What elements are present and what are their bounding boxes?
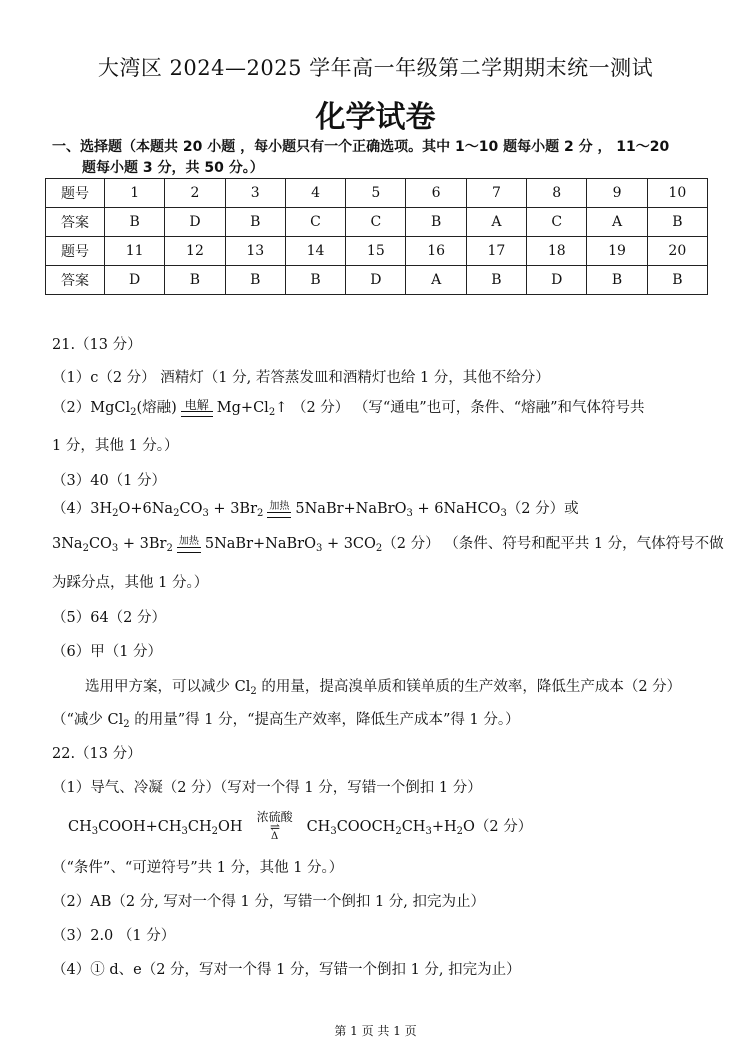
answer-cell: A bbox=[406, 266, 466, 295]
question-number-row bbox=[46, 237, 708, 266]
question-number-cell: 18 bbox=[527, 237, 587, 266]
q22-part-1: （1）导气、冷凝（2 分）（写对一个得 1 分，写错一个倒扣 1 分） bbox=[52, 780, 482, 796]
q21-p6-note-b: 的用量”得 1 分，“提高生产效率，降低生产成本”得 1 分。） bbox=[129, 712, 520, 728]
answer-cell: D bbox=[105, 266, 165, 295]
q22-eq-condition bbox=[247, 812, 303, 842]
question-number-cell: 1 bbox=[105, 179, 165, 208]
q22-eq-b: COOH+CH bbox=[98, 819, 182, 835]
q22-eq-i: O（2 分） bbox=[462, 819, 533, 835]
question-number-cell: 7 bbox=[466, 179, 526, 208]
q21-part-6: （6）甲（1 分） bbox=[52, 644, 163, 660]
answer-cell: B bbox=[466, 266, 526, 295]
q21-p2-continued: 1 分，其他 1 分。） bbox=[52, 438, 179, 454]
answer-table bbox=[45, 178, 708, 295]
q21-p4b-b: CO bbox=[88, 536, 112, 552]
question-number-cell: 5 bbox=[346, 179, 406, 208]
answer-cell: B bbox=[647, 208, 707, 237]
answer-label: 答案 bbox=[46, 208, 105, 237]
q22-eq-c: CH bbox=[187, 819, 212, 835]
answer-cell: B bbox=[225, 266, 285, 295]
question-number-cell: 16 bbox=[406, 237, 466, 266]
q22-part-2: （2）AB（2 分, 写对一个得 1 分，写错一个倒扣 1 分, 扣完为止） bbox=[52, 894, 486, 910]
q21-p2-text-a: （2）MgCl bbox=[52, 400, 131, 416]
question-number-cell: 12 bbox=[165, 237, 225, 266]
question-number-label: 题号 bbox=[46, 179, 105, 208]
question-number-cell: 20 bbox=[647, 237, 707, 266]
q21-part-5: （5）64（2 分） bbox=[52, 610, 167, 626]
answer-cell: B bbox=[225, 208, 285, 237]
exam-subtitle: 化学试卷 bbox=[315, 100, 436, 135]
page-footer: 第 1 页 共 1 页 bbox=[334, 1024, 417, 1038]
q21-p4-e: 5NaBr+NaBrO bbox=[295, 501, 407, 517]
q21-part-4-cont: 为踩分点，其他 1 分。） bbox=[52, 575, 209, 591]
q21-p4-condition-text: 加热 bbox=[269, 500, 290, 512]
question-number-cell: 9 bbox=[587, 179, 647, 208]
answer-cell: D bbox=[346, 266, 406, 295]
q22-eq-condition-bottom: Δ bbox=[270, 831, 279, 842]
answer-cell: B bbox=[165, 266, 225, 295]
q21-p4-condition bbox=[267, 501, 291, 518]
question-number-cell: 8 bbox=[527, 179, 587, 208]
answer-cell: D bbox=[527, 266, 587, 295]
exam-title: 大湾区 2024—2025 学年高一年级第二学期期末统一测试 bbox=[97, 56, 654, 80]
answer-row bbox=[46, 208, 708, 237]
q22-eq-g: CH bbox=[401, 819, 426, 835]
q21-p6-note-a: （“减少 Cl bbox=[52, 712, 124, 728]
q21-part-3: （3）40（1 分） bbox=[52, 473, 167, 489]
q21-part-6-explanation: 选用甲方案，可以减少 $Cl_2$ 的用量，提高溴单质和镁单质的生产效率，降低生产成本（2 分） bbox=[85, 679, 682, 697]
q21-part-4-eq2: $3Na_2CO_3 + 3Br_2$ 加热 5NaBr+NaBrO$_3$ + $3CO_2(2$ 分） （条件、符号和配平共 1 分，气体符号不做 bbox=[52, 535, 724, 554]
answer-cell: B bbox=[285, 266, 345, 295]
q21-p4-g: （2 分）或 bbox=[506, 501, 579, 517]
q21-part-4-eq1: $(4)3H_2O+6Na_2CO_3 + 3Br_2$ 加热 5NaBr+NaBrO$_3$ + 6NaHCO$_3$（2 分）或 bbox=[52, 500, 579, 519]
q21-p6-exp-b: 的用量，提高溴单质和镁单质的生产效率，降低生产成本（2 分） bbox=[256, 679, 682, 695]
q21-p6-exp-a: 选用甲方案，可以减少 Cl bbox=[85, 679, 251, 695]
q22-eq-h: +H bbox=[431, 819, 457, 835]
answer-cell: A bbox=[587, 208, 647, 237]
q21-p4-f: + 6NaHCO bbox=[412, 501, 501, 517]
q21-p4b-e: + 3CO bbox=[322, 536, 376, 552]
section-1-line-1: 一、选择题（本题共 20 小题 ，每小题只有一个正确选项。其中 1～10 题每小题 2 分 ， 11～20 bbox=[52, 139, 670, 155]
answer-cell: B bbox=[406, 208, 466, 237]
question-number-cell: 13 bbox=[225, 237, 285, 266]
q21-p4b-a: 3Na bbox=[52, 536, 83, 552]
q21-p2-condition-text: 电解 bbox=[184, 397, 209, 412]
answer-cell: D bbox=[165, 208, 225, 237]
q22-esterification-equation: $CH_3COOH+CH_3CH_2OH$ 浓硫酸 ⇌ Δ $CH_3COOCH_2CH_3+H_2O(2$ 分） bbox=[68, 810, 533, 842]
question-number-cell: 2 bbox=[165, 179, 225, 208]
question-number-row bbox=[46, 179, 708, 208]
q21-p4b-c: + 3Br bbox=[118, 536, 167, 552]
q21-p2-text-b: (熔融) bbox=[136, 400, 177, 416]
question-number-cell: 6 bbox=[406, 179, 466, 208]
question-number-cell: 15 bbox=[346, 237, 406, 266]
answer-cell: B bbox=[647, 266, 707, 295]
q21-p4b-condition bbox=[177, 536, 201, 553]
q22-heading: 22.（13 分） bbox=[52, 746, 142, 762]
q22-note: （“条件”、“可逆符号”共 1 分，其他 1 分。） bbox=[52, 860, 344, 876]
q21-p4-b: O+6Na bbox=[118, 501, 174, 517]
section-1-line-2: 题每小题 3 分，共 50 分。） bbox=[82, 160, 264, 176]
q22-eq-d: OH bbox=[218, 819, 243, 835]
q21-p4-c: CO bbox=[179, 501, 203, 517]
q21-part-2: （2）MgCl$_2$(熔融) 电解 $Mg+Cl_2↑$ （2 分） （写“通电”也可，条件、“熔融”和气体符号共 bbox=[52, 397, 645, 418]
q22-part-4: （4）① d、e（2 分，写对一个得 1 分，写错一个倒扣 1 分, 扣完为止） bbox=[52, 962, 521, 978]
q21-p2-text-d: ↑ （2 分） （写“通电”也可，条件、“熔融”和气体符号共 bbox=[275, 400, 645, 416]
q21-p4b-d: 5NaBr+NaBrO bbox=[204, 536, 316, 552]
answer-cell: C bbox=[346, 208, 406, 237]
q22-eq-e: CH bbox=[306, 819, 331, 835]
answer-cell: C bbox=[527, 208, 587, 237]
answer-label: 答案 bbox=[46, 266, 105, 295]
answer-row bbox=[46, 266, 708, 295]
question-number-cell: 10 bbox=[647, 179, 707, 208]
q21-part-6-note: （“减少 $Cl_2$ 的用量”得 1 分，“提高生产效率，降低生产成本”得 1 分。） bbox=[52, 712, 520, 730]
q21-p2-text-c: Mg+Cl bbox=[216, 400, 269, 416]
q21-p4b-condition-text: 加热 bbox=[178, 535, 199, 547]
question-number-cell: 4 bbox=[285, 179, 345, 208]
q22-eq-a: CH bbox=[68, 819, 92, 835]
section-1-instructions bbox=[52, 137, 712, 179]
q21-part-2-cont bbox=[0, 434, 751, 455]
question-number-cell: 17 bbox=[466, 237, 526, 266]
q21-p4b-f: （2 分） （条件、符号和配平共 1 分，气体符号不做 bbox=[382, 536, 724, 552]
answer-cell: C bbox=[285, 208, 345, 237]
reversible-arrow-icon: ⇌ bbox=[270, 820, 280, 834]
q21-p2-condition bbox=[181, 397, 213, 417]
q21-part-1: （1）c（2 分） 酒精灯（1 分, 若答蒸发皿和酒精灯也给 1 分，其他不给分） bbox=[52, 370, 550, 386]
question-number-label: 题号 bbox=[46, 237, 105, 266]
question-number-cell: 11 bbox=[105, 237, 165, 266]
answer-cell: B bbox=[587, 266, 647, 295]
question-number-cell: 14 bbox=[285, 237, 345, 266]
q22-part-3: （3）2.0 （1 分） bbox=[52, 928, 176, 944]
q22-eq-condition-top: 浓硫酸 bbox=[256, 810, 293, 824]
question-number-cell: 3 bbox=[225, 179, 285, 208]
q21-p4-d: + 3Br bbox=[208, 501, 258, 517]
question-number-cell: 19 bbox=[587, 237, 647, 266]
answer-cell: B bbox=[105, 208, 165, 237]
answer-cell: A bbox=[466, 208, 526, 237]
q21-heading: 21.（13 分） bbox=[52, 337, 142, 353]
q21-p4-a: （4）3H bbox=[52, 501, 113, 517]
q22-eq-f: COOCH bbox=[336, 819, 396, 835]
